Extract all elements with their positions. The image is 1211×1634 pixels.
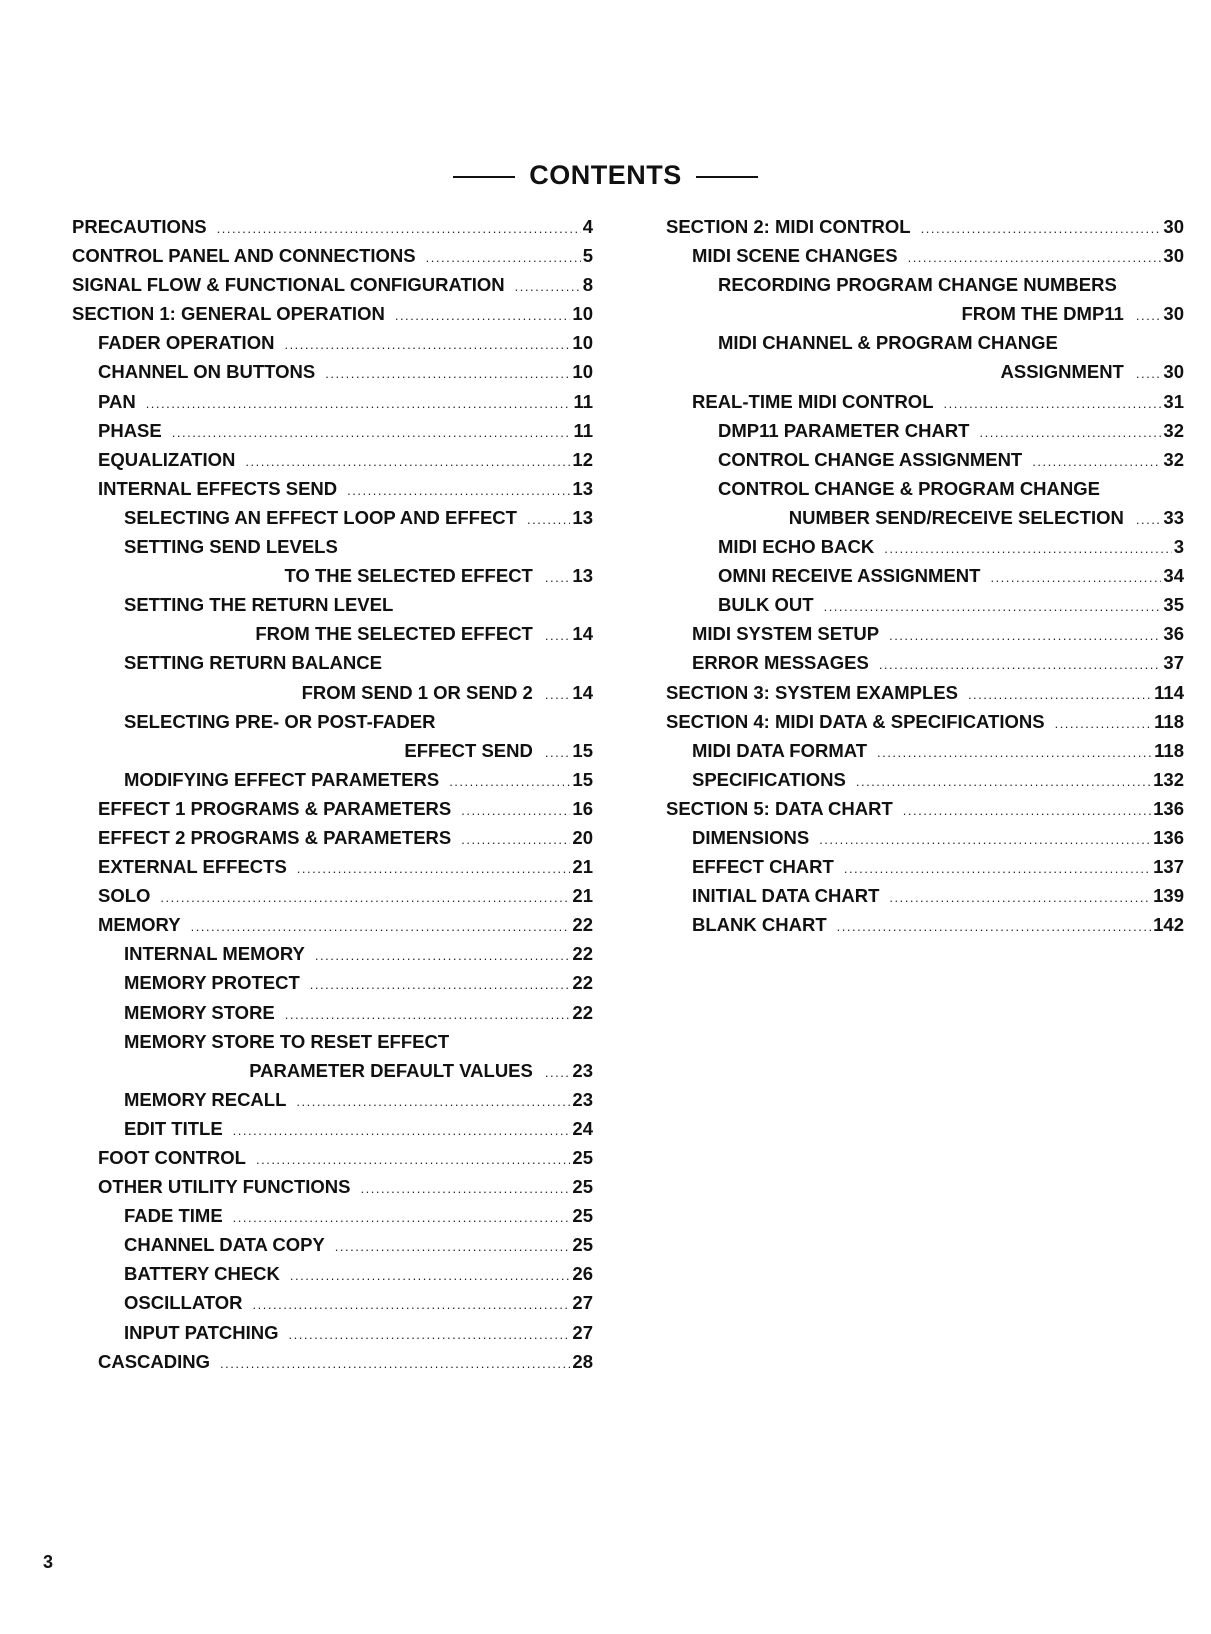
toc-entry-page: 30 (1163, 245, 1184, 267)
dot-leader (856, 774, 1151, 789)
toc-entry-label: MEMORY (98, 914, 181, 936)
toc-entry-label: FADE TIME (124, 1205, 223, 1227)
dot-leader (1032, 454, 1161, 469)
toc-entry[interactable] (72, 478, 593, 507)
toc-entry-page: 27 (572, 1292, 593, 1314)
toc-entry-label: NUMBER SEND/RECEIVE SELECTION (788, 506, 1124, 528)
toc-entry-label: FOOT CONTROL (98, 1147, 246, 1168)
toc-entry-label: MEMORY STORE TO RESET EFFECT (124, 1030, 450, 1052)
toc-entry[interactable] (72, 682, 593, 711)
dot-leader (233, 1210, 571, 1225)
toc-entry-label: MIDI DATA FORMAT (692, 739, 868, 761)
toc-entry[interactable] (666, 740, 1184, 769)
toc-entry[interactable] (72, 449, 593, 478)
dot-leader (837, 919, 1152, 934)
toc-entry[interactable] (72, 1002, 593, 1031)
toc-entry-label: BULK OUT (718, 594, 814, 616)
toc-entry[interactable] (666, 391, 1184, 420)
dot-leader (944, 396, 1162, 411)
toc-entry-label: MIDI ECHO BACK (718, 536, 875, 558)
toc-entry[interactable] (72, 711, 593, 740)
dot-leader (172, 425, 572, 440)
title-dash-right (696, 176, 758, 178)
toc-entry-page: 15 (572, 768, 593, 790)
toc-entry[interactable] (666, 565, 1184, 594)
toc-entry-page: 22 (572, 943, 593, 965)
toc-entry-label: SETTING SEND LEVELS (124, 536, 338, 558)
dot-leader (545, 570, 571, 585)
dot-leader (449, 774, 570, 789)
dot-leader (545, 687, 571, 702)
toc-entry-page: 37 (1163, 652, 1184, 674)
toc-entry-page: 139 (1153, 885, 1184, 907)
toc-entry[interactable] (72, 303, 593, 332)
toc-entry-page: 13 (572, 565, 593, 587)
toc-entry-page: 118 (1154, 739, 1184, 761)
toc-entry-label: SELECTING AN EFFECT LOOP AND EFFECT (124, 506, 517, 528)
toc-entry-label: SETTING THE RETURN LEVEL (124, 594, 394, 616)
toc-entry-page: 33 (1163, 506, 1184, 528)
toc-entry[interactable] (72, 594, 593, 623)
dot-leader (220, 1356, 570, 1371)
toc-entry[interactable] (72, 827, 593, 856)
toc-entry-label: EXTERNAL EFFECTS (98, 856, 287, 878)
dot-leader (256, 1152, 570, 1167)
dot-leader (191, 919, 571, 934)
toc-entry-label: DMP11 PARAMETER CHART (718, 419, 970, 441)
dot-leader (877, 745, 1152, 760)
toc-entry-label: FROM SEND 1 OR SEND 2 (301, 681, 533, 703)
toc-entry-label: FADER OPERATION (98, 332, 275, 354)
toc-entry-page: 24 (572, 1117, 593, 1139)
dot-leader (245, 454, 570, 469)
dot-leader (545, 745, 571, 760)
dot-leader (968, 687, 1152, 702)
toc-entry-page: 25 (572, 1176, 593, 1198)
dot-leader (889, 890, 1151, 905)
toc-entry[interactable] (72, 972, 593, 1001)
toc-entry-page: 3 (1173, 536, 1184, 558)
toc-entry[interactable] (72, 274, 593, 303)
toc-entry-page: 14 (572, 623, 593, 645)
toc-entry[interactable] (666, 623, 1184, 652)
toc-entry[interactable] (72, 652, 593, 681)
toc-entry-page: 10 (572, 361, 593, 383)
toc-entry[interactable] (72, 1118, 593, 1147)
toc-entry[interactable] (666, 449, 1184, 478)
toc-entry[interactable] (72, 565, 593, 594)
toc-entry-label: REAL-TIME MIDI CONTROL (692, 390, 934, 412)
toc-entry[interactable] (666, 478, 1184, 507)
toc-entry-page: 14 (572, 681, 593, 703)
dot-leader (426, 250, 581, 265)
toc-entry-label: EDIT TITLE (124, 1117, 223, 1139)
toc-entry-page: 32 (1163, 448, 1184, 470)
toc-entry-page: 137 (1153, 856, 1184, 878)
toc-entry[interactable] (666, 536, 1184, 565)
toc-entry[interactable] (666, 682, 1184, 711)
toc-entry-label: CONTROL PANEL AND CONNECTIONS (72, 245, 416, 267)
toc-entry-page: 16 (572, 797, 593, 819)
toc-entry-page: 28 (572, 1350, 593, 1372)
toc-entry-page: 5 (582, 245, 593, 267)
toc-entry-label: OSCILLATOR (124, 1292, 243, 1314)
dot-leader (908, 250, 1162, 265)
toc-entry[interactable] (72, 798, 593, 827)
toc-entry-page: 30 (1163, 216, 1184, 237)
toc-entry[interactable] (72, 361, 593, 390)
toc-entry[interactable] (666, 303, 1184, 332)
toc-entry-label: EFFECT CHART (692, 856, 834, 878)
toc-entry-page: 132 (1153, 768, 1184, 790)
toc-entry[interactable] (72, 420, 593, 449)
toc-entry[interactable] (72, 769, 593, 798)
dot-leader (884, 541, 1171, 556)
dot-leader (146, 396, 572, 411)
page-number: 3 (43, 1552, 54, 1572)
toc-entry-page: 8 (582, 274, 593, 296)
toc-entry-page: 26 (572, 1263, 593, 1285)
toc-entry[interactable] (72, 1322, 593, 1351)
toc-entry-label: DIMENSIONS (692, 826, 810, 848)
toc-entry-label: MIDI CHANNEL & PROGRAM CHANGE (718, 332, 1058, 354)
toc-entry-page: 36 (1163, 623, 1184, 645)
toc-entry[interactable] (72, 507, 593, 536)
toc-entry[interactable] (72, 1263, 593, 1292)
toc-left-column (72, 216, 593, 1380)
dot-leader (296, 1094, 570, 1109)
toc-entry-label: SIGNAL FLOW & FUNCTIONAL CONFIGURATION (72, 274, 505, 296)
dot-leader (290, 1268, 571, 1283)
toc-entry-page: 25 (572, 1205, 593, 1227)
toc-entry[interactable] (72, 1176, 593, 1205)
dot-leader (527, 512, 570, 527)
toc-entry[interactable] (666, 769, 1184, 798)
toc-entry-label: INTERNAL EFFECTS SEND (98, 477, 338, 499)
toc-entry-page: 32 (1163, 419, 1184, 441)
toc-entry[interactable] (72, 1147, 593, 1176)
toc-entry-label: BLANK CHART (692, 914, 827, 936)
toc-entry-label: PARAMETER DEFAULT VALUES (249, 1059, 533, 1081)
toc-entry[interactable] (666, 594, 1184, 623)
toc-entry-page: 30 (1163, 361, 1184, 383)
toc-entry[interactable] (72, 536, 593, 565)
toc-entry-label: FROM THE SELECTED EFFECT (255, 623, 533, 645)
toc-entry-label: SOLO (98, 885, 151, 907)
dot-leader (979, 425, 1161, 440)
toc-entry-label: MEMORY STORE (124, 1001, 275, 1023)
dot-leader (297, 861, 571, 876)
toc-entry-page: 31 (1163, 390, 1184, 412)
dot-leader (335, 1239, 571, 1254)
toc-entry-page: 34 (1163, 565, 1184, 587)
toc-entry[interactable] (72, 943, 593, 972)
dot-leader (515, 279, 581, 294)
dot-leader (824, 599, 1162, 614)
toc-entry[interactable] (72, 740, 593, 769)
toc-entry-page: 15 (572, 739, 593, 761)
toc-entry[interactable] (72, 391, 593, 420)
dot-leader (879, 657, 1162, 672)
dot-leader (253, 1297, 571, 1312)
toc-entry-page: 35 (1163, 594, 1184, 616)
toc-entry-page: 22 (572, 972, 593, 994)
dot-leader (1136, 366, 1162, 381)
toc-entry-page: 13 (572, 506, 593, 528)
toc-entry-label: SPECIFICATIONS (692, 768, 846, 790)
toc-entry-label: SECTION 2: MIDI CONTROL (666, 216, 911, 237)
toc-entry-label: TO THE SELECTED EFFECT (284, 565, 533, 587)
dot-leader (284, 337, 570, 352)
toc-entry[interactable] (72, 1205, 593, 1234)
toc-entry-label: ASSIGNMENT (1000, 361, 1124, 383)
dot-leader (289, 1327, 571, 1342)
toc-entry-label: OTHER UTILITY FUNCTIONS (98, 1176, 351, 1198)
toc-entry[interactable] (666, 332, 1184, 361)
dot-leader (819, 832, 1151, 847)
toc-entry[interactable] (666, 507, 1184, 536)
dot-leader (233, 1123, 571, 1138)
toc-entry-page: 136 (1153, 797, 1184, 819)
toc-entry[interactable] (72, 216, 593, 245)
toc-entry-label: ERROR MESSAGES (692, 652, 869, 674)
toc-entry-label: EFFECT 2 PROGRAMS & PARAMETERS (98, 826, 452, 848)
toc-entry-label: OMNI RECEIVE ASSIGNMENT (718, 565, 981, 587)
toc-entry[interactable] (72, 1234, 593, 1263)
toc-right-column (666, 216, 1184, 943)
toc-entry-page: 136 (1153, 826, 1184, 848)
dot-leader (844, 861, 1151, 876)
dot-leader (1136, 512, 1162, 527)
toc-entry[interactable] (72, 1031, 593, 1060)
toc-entry[interactable] (666, 216, 1184, 245)
toc-entry-label: MIDI SYSTEM SETUP (692, 623, 880, 645)
dot-leader (347, 483, 570, 498)
toc-entry[interactable] (666, 274, 1184, 303)
dot-leader (315, 948, 571, 963)
toc-entry-page: 22 (572, 1001, 593, 1023)
toc-entry[interactable] (72, 332, 593, 361)
toc-entry-page: 27 (572, 1321, 593, 1343)
toc-entry-label: CHANNEL ON BUTTONS (98, 361, 316, 383)
dot-leader (285, 1007, 571, 1022)
toc-entry-page: 114 (1154, 681, 1184, 703)
toc-entry-label: EFFECT 1 PROGRAMS & PARAMETERS (98, 797, 452, 819)
toc-entry[interactable] (72, 1292, 593, 1321)
toc-entry-label: PHASE (98, 419, 162, 441)
toc-entry-label: MODIFYING EFFECT PARAMETERS (124, 768, 440, 790)
dot-leader (990, 570, 1161, 585)
toc-entry-label: MEMORY PROTECT (124, 972, 300, 994)
toc-entry-page: 22 (572, 914, 593, 936)
toc-entry-label: EQUALIZATION (98, 448, 236, 470)
toc-entry-label: EFFECT SEND (404, 739, 533, 761)
dot-leader (160, 890, 570, 905)
toc-entry-label: FROM THE DMP11 (961, 303, 1124, 325)
toc-entry-label: SECTION 1: GENERAL OPERATION (72, 303, 385, 325)
toc-entry-page: 21 (572, 856, 593, 878)
toc-entry-label: SETTING RETURN BALANCE (124, 652, 382, 674)
toc-entry-label: RECORDING PROGRAM CHANGE NUMBERS (718, 274, 1117, 296)
dot-leader (545, 1065, 571, 1080)
toc-entry[interactable] (72, 1351, 593, 1380)
title-text: CONTENTS (529, 160, 682, 190)
toc-entry[interactable] (666, 652, 1184, 681)
toc-entry-page: 23 (572, 1088, 593, 1110)
dot-leader (395, 308, 571, 323)
toc-entry[interactable] (666, 856, 1184, 885)
toc-entry[interactable] (666, 361, 1184, 390)
toc-entry[interactable] (666, 245, 1184, 274)
toc-entry[interactable] (666, 798, 1184, 827)
dot-leader (461, 832, 570, 847)
toc-entry-label: CHANNEL DATA COPY (124, 1234, 325, 1256)
toc-entry-label: PRECAUTIONS (72, 216, 207, 237)
toc-entry-label: BATTERY CHECK (124, 1263, 280, 1285)
toc-entry-page: 23 (572, 1059, 593, 1081)
toc-entry-page: 118 (1154, 710, 1184, 732)
toc-entry-page: 30 (1163, 303, 1184, 325)
toc-entry-label: CASCADING (98, 1350, 211, 1372)
dot-leader (903, 803, 1151, 818)
toc-entry-label: INTERNAL MEMORY (124, 943, 305, 965)
toc-entry-page: 25 (572, 1234, 593, 1256)
toc-entry-label: MEMORY RECALL (124, 1088, 287, 1110)
dot-leader (361, 1181, 571, 1196)
dot-leader (1055, 716, 1153, 731)
toc-entry[interactable] (72, 623, 593, 652)
dot-leader (325, 366, 570, 381)
toc-entry-page: 13 (572, 477, 593, 499)
toc-entry[interactable] (72, 1060, 593, 1089)
toc-entry-label: CONTROL CHANGE ASSIGNMENT (718, 448, 1023, 470)
toc-entry-page: 10 (572, 303, 593, 325)
dot-leader (545, 628, 571, 643)
toc-entry[interactable] (666, 827, 1184, 856)
dot-leader (1136, 308, 1162, 323)
toc-entry-page: 4 (582, 216, 593, 237)
toc-entry-label: INITIAL DATA CHART (692, 885, 880, 907)
toc-entry[interactable] (72, 914, 593, 943)
title-dash-left (453, 176, 515, 178)
toc-entry-label: INPUT PATCHING (124, 1321, 279, 1343)
toc-entry-label: SECTION 5: DATA CHART (666, 797, 893, 819)
toc-entry-page: 11 (573, 419, 593, 441)
toc-entry-label: PAN (98, 390, 136, 412)
toc-entry-page: 11 (573, 390, 593, 412)
dot-leader (921, 221, 1162, 236)
toc-entry-page: 12 (572, 448, 593, 470)
dot-leader (217, 221, 581, 236)
toc-entry[interactable] (666, 420, 1184, 449)
dot-leader (461, 803, 570, 818)
toc-entry[interactable] (72, 245, 593, 274)
toc-entry-label: CONTROL CHANGE & PROGRAM CHANGE (718, 477, 1100, 499)
dot-leader (889, 628, 1161, 643)
dot-leader (310, 977, 571, 992)
toc-entry-label: SECTION 3: SYSTEM EXAMPLES (666, 681, 958, 703)
toc-entry-page: 20 (572, 826, 593, 848)
toc-entry[interactable] (666, 711, 1184, 740)
toc-entry[interactable] (72, 856, 593, 885)
toc-entry-page: 142 (1153, 914, 1184, 936)
toc-entry[interactable] (666, 885, 1184, 914)
toc-entry-label: MIDI SCENE CHANGES (692, 245, 898, 267)
toc-entry-page: 21 (572, 885, 593, 907)
toc-entry[interactable] (666, 914, 1184, 943)
toc-entry[interactable] (72, 1089, 593, 1118)
toc-entry-label: SELECTING PRE- OR POST-FADER (124, 710, 436, 732)
page-title (0, 160, 1211, 191)
toc-entry[interactable] (72, 885, 593, 914)
toc-entry-label: SECTION 4: MIDI DATA & SPECIFICATIONS (666, 710, 1045, 732)
toc-entry-page: 10 (572, 332, 593, 354)
toc-entry-page: 25 (572, 1147, 593, 1168)
